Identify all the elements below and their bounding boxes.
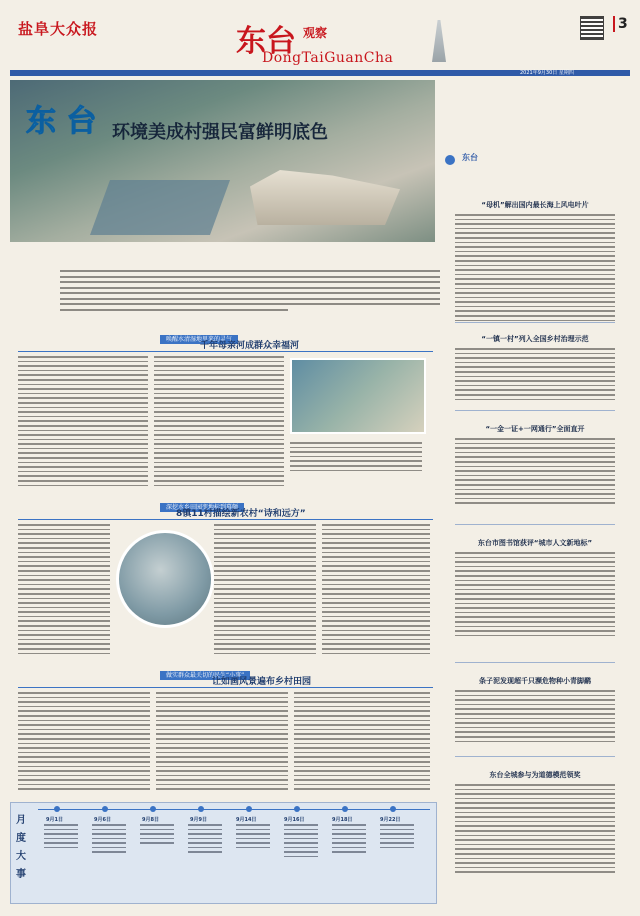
sidebar-item-body xyxy=(455,348,615,403)
sidebar-header: 东台 xyxy=(462,153,478,162)
hero-headline: 环境美成村强民富鲜明底色 xyxy=(112,122,328,143)
sidebar-item-title: 东台市图书馆获评“城市人文新地标” xyxy=(477,539,593,547)
section-2-col-1 xyxy=(18,524,110,657)
sidebar-divider xyxy=(455,410,615,411)
sidebar-divider xyxy=(455,756,615,757)
timeline-dot xyxy=(54,806,60,812)
section-3-subtitle: 让如画风景遍布乡村田园 xyxy=(212,677,312,687)
timeline-date: 9月16日 xyxy=(284,817,305,823)
timeline-date: 9月22日 xyxy=(380,817,401,823)
monthly-events-box xyxy=(10,802,437,904)
section-2-col-3 xyxy=(322,524,430,657)
section-2-subtitle: 8镇11村描绘新农村“诗和远方” xyxy=(176,509,306,519)
sidebar-divider xyxy=(455,322,615,323)
timeline-event-text xyxy=(236,824,270,851)
brand-title: 东台 xyxy=(236,24,296,59)
section-3-col-3 xyxy=(294,692,430,793)
sidebar-divider xyxy=(455,662,615,663)
section-1-tag: 唤醒水清湿地里来的灵气 xyxy=(160,335,238,344)
section-1-col-3 xyxy=(290,442,422,474)
sidebar-item-title: “一镇一村”列入全国乡村治理示范 xyxy=(481,335,589,343)
brand-subtitle: 观察 xyxy=(303,26,328,40)
sidebar-item-body xyxy=(455,784,615,876)
timeline-dot xyxy=(342,806,348,812)
section-3-col-1 xyxy=(18,692,150,793)
monthly-events-label: 月 度 大 事 xyxy=(16,815,26,880)
timeline-event-text xyxy=(92,824,126,856)
brand-pinyin: DongTaiGuanCha xyxy=(262,50,394,66)
section-1-rule xyxy=(18,351,433,352)
timeline-dot xyxy=(102,806,108,812)
timeline-date: 9月6日 xyxy=(94,817,111,823)
section-2-col-2 xyxy=(214,524,316,657)
timeline-date: 9月1日 xyxy=(46,817,63,823)
timeline-event-text xyxy=(188,824,222,856)
timeline-event-text xyxy=(284,824,318,860)
section-1-photo xyxy=(290,358,426,434)
qr-code-icon xyxy=(580,16,604,40)
page-number: 3 xyxy=(613,16,628,32)
timeline-dot xyxy=(294,806,300,812)
timeline-event-text xyxy=(380,824,414,851)
section-1-subtitle: 千年母亲河成群众幸福河 xyxy=(200,341,300,351)
section-3-rule xyxy=(18,687,433,688)
timeline-dot xyxy=(390,806,396,812)
timeline-dot xyxy=(246,806,252,812)
sidebar-item-title: “一金一证+一网通行”全面直开 xyxy=(485,425,585,433)
section-2-tag: 深挖水乡田园变地标到幕颇 xyxy=(160,503,244,512)
sidebar-item-body xyxy=(455,438,615,507)
location-pin-icon xyxy=(445,155,455,165)
issue-date: 2021年9月30日 星期四 xyxy=(520,70,574,76)
pagoda-illustration xyxy=(432,20,446,62)
timeline-date: 9月14日 xyxy=(236,817,257,823)
section-1-col-1 xyxy=(18,356,148,489)
timeline-date: 9月18日 xyxy=(332,817,353,823)
sidebar-divider xyxy=(455,524,615,525)
section-2-photo xyxy=(116,530,214,628)
intro-text-block xyxy=(60,270,440,314)
timeline-track xyxy=(38,809,430,810)
sidebar-item-title: 条子泥发现超千只濒危物种小青脚鹬 xyxy=(479,677,591,685)
timeline-date: 9月9日 xyxy=(190,817,207,823)
section-2-rule xyxy=(18,519,433,520)
timeline-event-text xyxy=(332,824,366,856)
timeline-date: 9月8日 xyxy=(142,817,159,823)
timeline-event-text xyxy=(140,824,174,847)
hero-water xyxy=(90,180,230,235)
sidebar-item-body xyxy=(455,552,615,639)
timeline-dot xyxy=(198,806,204,812)
section-1-col-2 xyxy=(154,356,284,489)
sidebar-item-title: “母机”解出国内最长海上风电叶片 xyxy=(481,201,589,209)
sidebar-item-body xyxy=(455,690,615,745)
timeline-event-text xyxy=(44,824,78,851)
section-3-col-2 xyxy=(156,692,288,793)
sidebar-item-title: 东台全城参与为道德模范领奖 xyxy=(489,771,581,779)
timeline-dot xyxy=(150,806,156,812)
sidebar-item-body xyxy=(455,214,615,324)
hero-building xyxy=(250,170,400,225)
hero-title-brand: 东 台 xyxy=(26,104,97,139)
newspaper-logo: 盐阜大众报 xyxy=(18,20,99,38)
section-3-tag: 做实群众最关切的民生“小事” xyxy=(160,671,250,680)
